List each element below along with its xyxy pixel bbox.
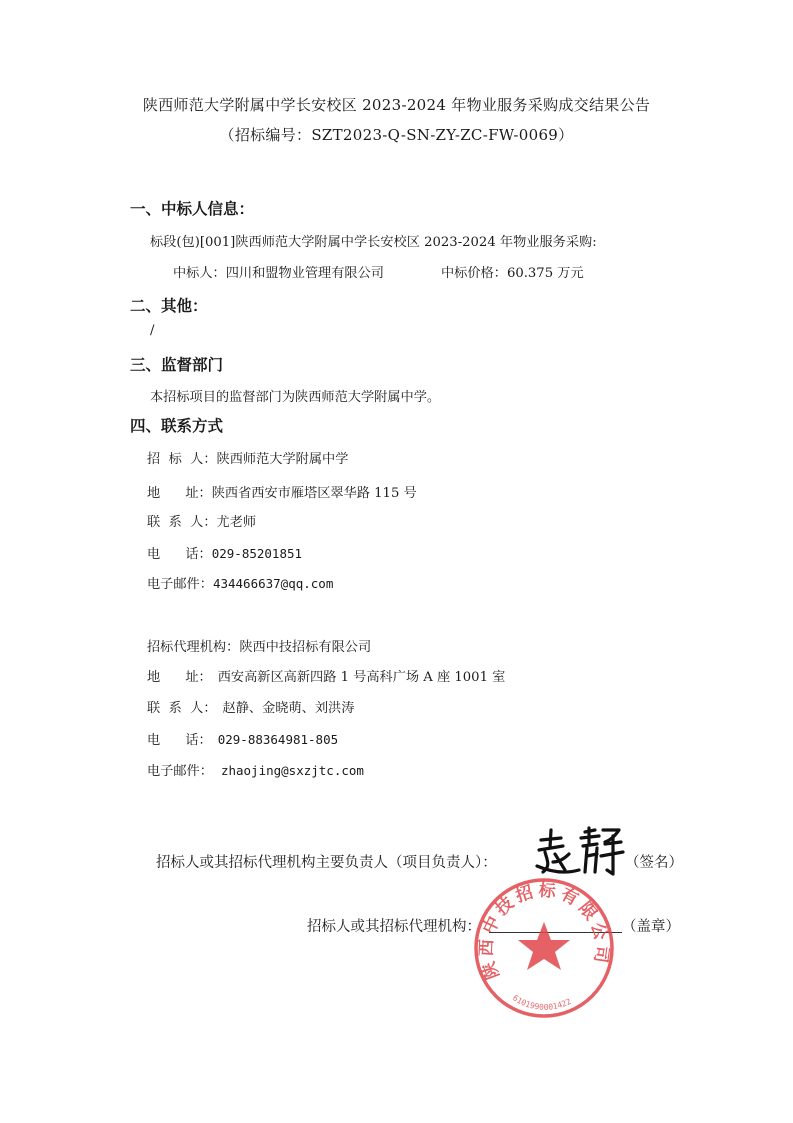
tenderer-phone-label: 电 话： [147,547,212,562]
winner-label: 中标人： [173,266,226,281]
price-row [441,262,584,281]
svg-text:6101990001422 [511,993,573,1012]
agency-name-label: 招标代理机构： [147,640,240,655]
agency-contact: 赵静、金晓萌、刘洪涛 [222,701,355,716]
tenderer-phone-row [147,543,302,562]
tender-number: （招标编号：SZT2023-Q-SN-ZY-ZC-FW-0069） [219,126,574,144]
tenderer-email-row [147,573,333,592]
seal-suffix: （盖章） [622,919,680,935]
tenderer-contact-row [147,511,256,530]
agency-address: 西安高新区高新四路 1 号高科广场 A 座 1001 室 [217,670,506,685]
tenderer-email-label: 电子邮件： [147,577,213,592]
price-value: 60.375 万元 [506,266,584,281]
agency-address-row [147,666,505,685]
agency-phone-label: 电 话： [147,733,212,748]
agency-contact-row [147,697,354,716]
agency-name: 陕西中技招标有限公司 [239,640,372,655]
section-heading-contact: 四、联系方式 [130,417,224,435]
stamp-code: 6101990001422 [510,993,573,1012]
sign-suffix: （签名） [625,855,683,871]
section-heading-supervision: 三、监督部门 [130,356,224,374]
winner-name: 四川和盟物业管理有限公司 [225,266,384,281]
tenderer-name: 陕西师范大学附属中学 [216,452,349,467]
org-text: 招标人或其招标代理机构： [307,919,481,935]
tenderer-name-row [147,448,348,467]
tenderer-phone: 029-85201851 [211,546,303,561]
org-seal-line [307,915,481,936]
section-heading-winner: 一、中标人信息： [130,200,255,218]
responsible-person-line [156,851,497,872]
handwritten-signature [535,826,625,878]
agency-email-label: 电子邮件： [147,764,213,779]
responsible-person-text: 招标人或其招标代理机构主要负责人（项目负责人）： [156,855,497,871]
section-heading-other: 二、其他： [130,297,208,315]
tenderer-address: 陕西省西安市雁塔区翠华路 115 号 [211,486,417,501]
tenderer-address-label: 地 址： [147,486,212,501]
winner-row [173,262,384,281]
other-content: / [150,323,155,338]
document-title: 陕西师范大学附属中学长安校区 2023-2024 年物业服务采购成交结果公告 [142,96,651,114]
tenderer-name-label: 招 标 人： [147,452,217,467]
tenderer-email[interactable]: 434466637@qq.com [212,576,334,591]
agency-email[interactable]: zhaojing@sxzjtc.com [220,763,364,778]
tenderer-contact-label: 联 系 人： [147,515,217,530]
official-stamp [472,876,616,1020]
price-label: 中标价格： [441,266,507,281]
agency-phone-row [147,729,338,748]
supervision-content: 本招标项目的监督部门为陕西师范大学附属中学。 [150,390,441,405]
tenderer-contact: 尤老师 [216,515,257,530]
agency-address-label: 地 址： [147,670,212,685]
agency-phone: 029-88364981-805 [217,732,339,747]
lot-description: 标段(包)[001]陕西师范大学附属中学长安校区 2023-2024 年物业服务采购: [150,235,597,250]
agency-email-row [147,760,364,779]
tenderer-address-row [147,482,417,501]
agency-contact-label: 联 系 人： [147,701,217,716]
agency-name-row [147,636,371,655]
stamp-text: 陕西中技招标有限公司 [476,880,612,982]
